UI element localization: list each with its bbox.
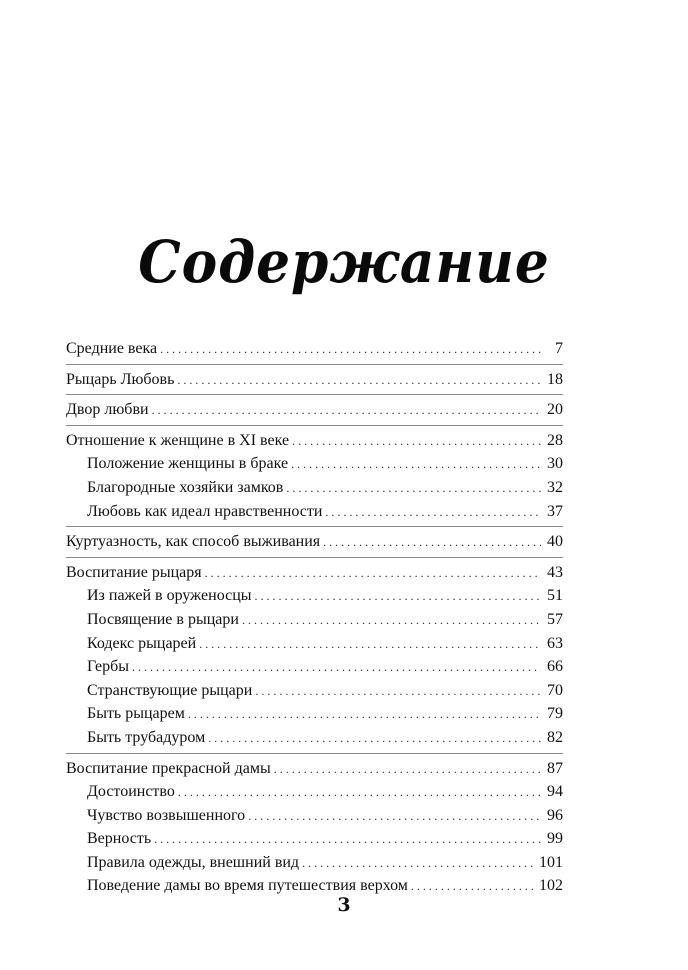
toc-entry-page: 102 [539,877,563,895]
toc-subentry[interactable] [66,500,563,524]
toc-entry[interactable] [66,429,563,453]
toc-entry-page: 32 [547,478,563,496]
toc-subentry[interactable] [66,780,563,804]
toc-entry-page: 30 [547,455,563,473]
dot-leader [325,501,541,525]
toc-entry-title: Чувство возвышенного [87,806,246,824]
toc-entry-title: Правила одежды, внешний вид [87,853,300,871]
dot-leader [248,805,541,829]
toc-entry-page: 51 [547,587,563,605]
toc-section [66,337,563,361]
toc-entry-title: Гербы [87,658,130,676]
dot-leader [188,703,541,727]
dot-leader [286,477,541,501]
toc-subentry[interactable] [66,726,563,750]
toc-entry-title: Благородные хозяйки замков [87,478,284,496]
toc-entry-title: Кодекс рыцарей [87,634,197,652]
toc-subentry[interactable] [66,476,563,500]
toc-entry-title: Любовь как идеал нравственности [87,502,323,520]
toc-entry-title: Положение женщины в браке [87,455,289,473]
dot-leader [242,609,541,633]
dot-leader [323,531,541,555]
toc-subentry[interactable] [66,632,563,656]
dot-leader [292,430,541,454]
dot-leader [302,852,535,876]
toc-section [66,530,563,554]
toc-section [66,757,563,899]
dot-leader [255,585,542,609]
dot-leader [291,453,541,477]
dot-leader [177,369,541,393]
toc-subentry[interactable] [66,608,563,632]
toc-entry-page: 79 [547,705,563,723]
toc-subentry[interactable] [66,827,563,851]
section-divider [66,364,563,365]
toc-entry-title: Странствующие рыцари [87,681,253,699]
toc-entry[interactable] [66,337,563,361]
toc-entry-page: 101 [539,853,563,871]
dot-leader [132,656,541,680]
toc-section [66,561,563,750]
section-divider [66,394,563,395]
toc-section [66,429,563,523]
toc-entry[interactable] [66,368,563,392]
toc-entry-page: 57 [547,610,563,628]
toc-subentry[interactable] [66,584,563,608]
toc-entry-page: 82 [547,728,563,746]
toc-entry-title: Двор любви [66,401,149,419]
dot-leader [208,727,541,751]
toc-entry-page: 20 [547,401,563,419]
toc-entry[interactable] [66,398,563,422]
toc-subentry[interactable] [66,679,563,703]
toc-entry-page: 96 [547,806,563,824]
toc-entry-page: 40 [547,533,563,551]
toc-section [66,398,563,422]
table-of-contents [66,337,563,900]
toc-entry[interactable] [66,757,563,781]
dot-leader [255,680,541,704]
toc-entry-title: Достоинство [87,783,175,801]
toc-entry-title: Отношение к женщине в XI веке [66,431,290,449]
toc-subentry[interactable] [66,804,563,828]
toc-subentry[interactable] [66,452,563,476]
toc-entry-page: 66 [547,658,563,676]
toc-entry[interactable] [66,530,563,554]
toc-entry-page: 28 [547,431,563,449]
toc-entry-title: Воспитание прекрасной дамы [66,759,271,777]
toc-entry-title: Верность [87,830,152,848]
section-divider [66,557,563,558]
section-divider [66,753,563,754]
toc-subentry[interactable] [66,702,563,726]
dot-leader [205,562,541,586]
toc-entry-page: 43 [547,563,563,581]
toc-entry[interactable] [66,561,563,585]
toc-entry-title: Быть трубадуром [87,728,206,746]
toc-entry-title: Куртуазность, как способ выживания [66,533,321,551]
dot-leader [160,338,541,362]
toc-entry-title: Средние века [66,340,158,357]
dot-leader [154,828,541,852]
toc-subentry[interactable] [66,655,563,679]
section-divider [66,425,563,426]
page-number: 3 [337,894,351,916]
dot-leader [152,399,541,423]
toc-section [66,368,563,392]
toc-entry-page: 87 [547,759,563,777]
dot-leader [178,781,541,805]
toc-entry-page: 63 [547,634,563,652]
section-divider [66,526,563,527]
toc-entry-title: Поведение дамы во время путешествия верхом [87,877,408,895]
toc-entry-title: Посвящение в рыцари [87,610,239,628]
toc-entry-page: 18 [547,370,563,388]
toc-entry-title: Из пажей в оруженосцы [87,587,252,605]
toc-entry-title: Быть рыцарем [87,705,185,723]
toc-entry-page: 37 [547,502,563,520]
toc-entry-page: 70 [547,681,563,699]
toc-entry-title: Воспитание рыцаря [66,563,202,581]
page-title: Содержание [138,228,550,296]
toc-entry-page: 7 [555,340,563,357]
toc-subentry[interactable] [66,851,563,875]
toc-entry-page: 99 [547,830,563,848]
toc-entry-title: Рыцарь Любовь [66,370,175,388]
dot-leader [199,633,541,657]
toc-entry-page: 94 [547,783,563,801]
dot-leader [274,758,541,782]
